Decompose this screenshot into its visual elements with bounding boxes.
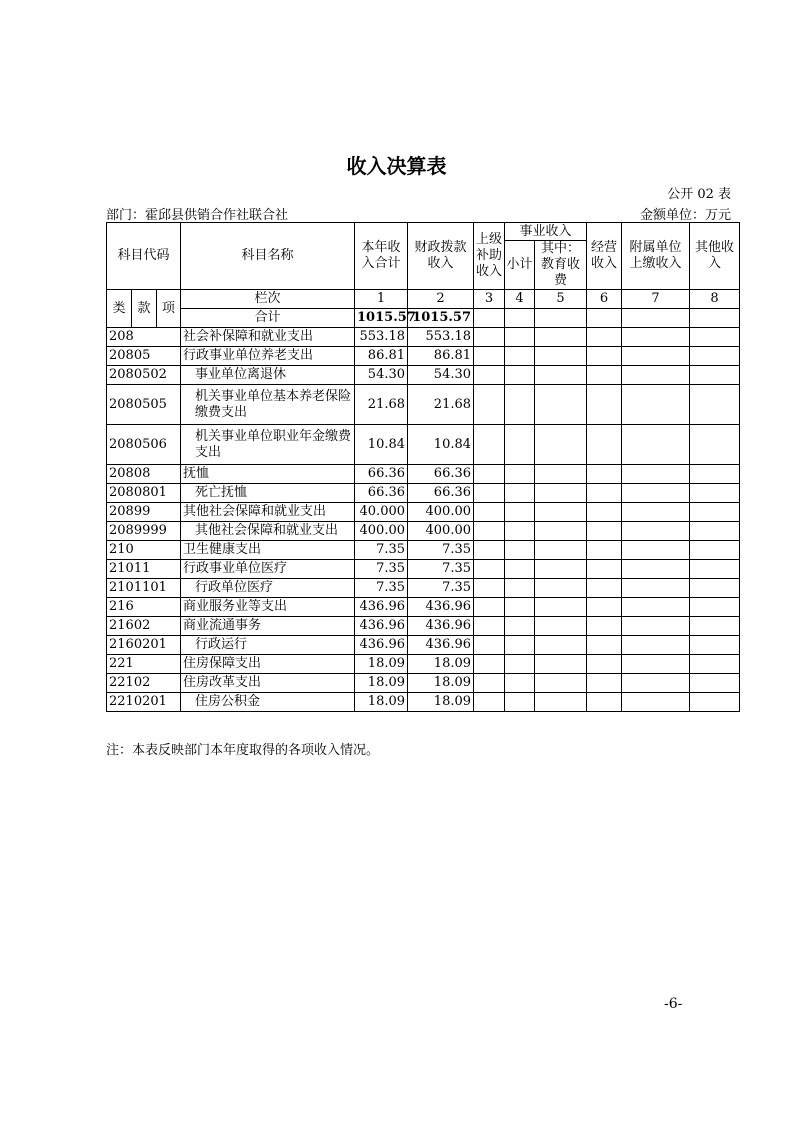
row-empty-cell [474, 541, 505, 560]
table-row [107, 655, 740, 674]
row-code: 20808 [107, 465, 181, 484]
row-empty-cell [505, 465, 535, 484]
row-name: 行政事业单位养老支出 [181, 347, 355, 366]
col-num: 6 [587, 290, 622, 309]
col-num: 5 [535, 290, 587, 309]
header-kuan: 款 [132, 290, 157, 328]
row-empty-cell [535, 655, 587, 674]
row-empty-cell [535, 693, 587, 712]
header-edu-fee: 其中：教育收费 [535, 241, 587, 290]
row-empty-cell [622, 655, 690, 674]
row-empty-cell [505, 503, 535, 522]
row-fiscal: 436.96 [408, 636, 474, 655]
row-name: 住房保障支出 [181, 655, 355, 674]
row-total-income: 54.30 [355, 366, 408, 385]
row-empty-cell [587, 503, 622, 522]
row-empty-cell [587, 328, 622, 347]
row-fiscal: 436.96 [408, 617, 474, 636]
row-empty-cell [622, 560, 690, 579]
header-operating: 经营收入 [587, 223, 622, 290]
table-row [107, 503, 740, 522]
row-empty-cell [535, 503, 587, 522]
row-name: 行政事业单位医疗 [181, 560, 355, 579]
row-empty-cell [690, 579, 740, 598]
row-empty-cell [587, 636, 622, 655]
row-empty-cell [505, 328, 535, 347]
row-empty-cell [505, 425, 535, 465]
row-empty-cell [622, 366, 690, 385]
table-row [107, 328, 740, 347]
row-empty-cell [535, 560, 587, 579]
row-code: 210 [107, 541, 181, 560]
row-empty-cell [690, 328, 740, 347]
header-affiliated: 附属单位上缴收入 [622, 223, 690, 290]
row-total-income: 436.96 [355, 598, 408, 617]
row-empty-cell [587, 425, 622, 465]
row-empty-cell [622, 328, 690, 347]
row-code: 208 [107, 328, 181, 347]
row-empty-cell [505, 674, 535, 693]
table-row [107, 347, 740, 366]
row-total-income: 7.35 [355, 579, 408, 598]
row-empty-cell [622, 385, 690, 425]
row-empty-cell [622, 541, 690, 560]
unit-label: 金额单位：万元 [639, 208, 731, 223]
row-empty-cell [505, 347, 535, 366]
row-total-income: 400.00 [355, 522, 408, 541]
row-empty-cell [587, 465, 622, 484]
row-empty-cell [535, 522, 587, 541]
row-empty-cell [690, 522, 740, 541]
row-empty-cell [535, 425, 587, 465]
row-empty-cell [505, 366, 535, 385]
row-empty-cell [474, 484, 505, 503]
row-empty-cell [474, 465, 505, 484]
row-empty-cell [690, 560, 740, 579]
row-empty-cell [535, 674, 587, 693]
row-empty-cell [474, 674, 505, 693]
row-name: 机关事业单位基本养老保险缴费支出 [181, 385, 355, 425]
row-empty-cell [622, 522, 690, 541]
row-empty-cell [474, 693, 505, 712]
row-empty-cell [587, 484, 622, 503]
header-lei: 类 [107, 290, 132, 328]
row-fiscal: 400.00 [408, 522, 474, 541]
row-name: 行政运行 [181, 636, 355, 655]
row-empty-cell [690, 636, 740, 655]
row-empty-cell [535, 385, 587, 425]
header-xiang: 项 [157, 290, 181, 328]
row-total-income: 436.96 [355, 617, 408, 636]
row-empty-cell [690, 425, 740, 465]
row-fiscal: 7.35 [408, 541, 474, 560]
row-fiscal: 21.68 [408, 385, 474, 425]
row-empty-cell [474, 385, 505, 425]
row-empty-cell [622, 636, 690, 655]
row-empty-cell [587, 522, 622, 541]
table-row [107, 693, 740, 712]
table-row [107, 579, 740, 598]
total-fiscal-value: 1015.57 [408, 309, 474, 328]
row-empty-cell [622, 425, 690, 465]
row-empty-cell [690, 541, 740, 560]
row-empty-cell [474, 560, 505, 579]
row-total-income: 7.35 [355, 560, 408, 579]
row-empty-cell [505, 636, 535, 655]
header-lanci: 栏次 [181, 290, 355, 309]
row-code: 21011 [107, 560, 181, 579]
header-code: 科目代码 [107, 223, 181, 290]
row-name: 商业服务业等支出 [181, 598, 355, 617]
row-empty-cell [474, 636, 505, 655]
row-empty-cell [505, 693, 535, 712]
row-empty-cell [505, 598, 535, 617]
row-name: 事业单位离退休 [181, 366, 355, 385]
row-empty-cell [474, 347, 505, 366]
row-empty-cell [690, 465, 740, 484]
row-fiscal: 66.36 [408, 465, 474, 484]
row-empty-cell [690, 598, 740, 617]
row-empty-cell [474, 425, 505, 465]
row-empty-cell [587, 674, 622, 693]
table-row [107, 385, 740, 425]
row-empty-cell [690, 503, 740, 522]
row-empty-cell [690, 385, 740, 425]
table-row [107, 560, 740, 579]
header-business-income: 事业收入 [505, 223, 587, 241]
table-row [107, 522, 740, 541]
table-note: 注：本表反映部门本年度取得的各项收入情况。 [106, 743, 380, 758]
row-code: 221 [107, 655, 181, 674]
row-empty-cell [690, 366, 740, 385]
row-fiscal: 10.84 [408, 425, 474, 465]
row-total-income: 436.96 [355, 636, 408, 655]
row-total-income: 21.68 [355, 385, 408, 425]
form-number: 公开 02 表 [667, 187, 731, 202]
row-code: 2089999 [107, 522, 181, 541]
row-code: 21602 [107, 617, 181, 636]
header-total-income: 本年收入合计 [355, 223, 408, 290]
row-empty-cell [690, 484, 740, 503]
row-fiscal: 18.09 [408, 655, 474, 674]
col-num: 3 [474, 290, 505, 309]
row-empty-cell [535, 598, 587, 617]
row-empty-cell [622, 484, 690, 503]
row-empty-cell [505, 541, 535, 560]
row-empty-cell [474, 522, 505, 541]
row-total-income: 10.84 [355, 425, 408, 465]
row-empty-cell [587, 541, 622, 560]
row-empty-cell [622, 674, 690, 693]
row-empty-cell [535, 541, 587, 560]
row-empty-cell [587, 347, 622, 366]
row-name: 住房公积金 [181, 693, 355, 712]
row-name: 卫生健康支出 [181, 541, 355, 560]
row-empty-cell [587, 598, 622, 617]
row-empty-cell [587, 385, 622, 425]
total-income-value: 1015.57 [355, 309, 408, 328]
row-empty-cell [622, 465, 690, 484]
row-name: 商业流通事务 [181, 617, 355, 636]
row-empty-cell [622, 347, 690, 366]
row-empty-cell [474, 579, 505, 598]
row-code: 2080801 [107, 484, 181, 503]
row-empty-cell [474, 598, 505, 617]
header-fiscal: 财政拨款收入 [408, 223, 474, 290]
header-other: 其他收入 [690, 223, 740, 290]
table-row [107, 484, 740, 503]
row-total-income: 18.09 [355, 655, 408, 674]
row-name: 行政单位医疗 [181, 579, 355, 598]
row-empty-cell [505, 560, 535, 579]
row-code: 2080506 [107, 425, 181, 465]
header-name: 科目名称 [181, 223, 355, 290]
row-total-income: 86.81 [355, 347, 408, 366]
row-empty-cell [690, 655, 740, 674]
row-empty-cell [505, 385, 535, 425]
row-empty-cell [474, 617, 505, 636]
row-empty-cell [535, 617, 587, 636]
row-empty-cell [474, 366, 505, 385]
row-empty-cell [587, 579, 622, 598]
row-total-income: 553.18 [355, 328, 408, 347]
row-empty-cell [690, 693, 740, 712]
row-fiscal: 54.30 [408, 366, 474, 385]
row-name: 社会补保障和就业支出 [181, 328, 355, 347]
row-code: 22102 [107, 674, 181, 693]
row-empty-cell [622, 598, 690, 617]
row-empty-cell [505, 484, 535, 503]
row-empty-cell [505, 617, 535, 636]
row-empty-cell [622, 503, 690, 522]
row-empty-cell [474, 655, 505, 674]
row-fiscal: 18.09 [408, 674, 474, 693]
row-empty-cell [690, 617, 740, 636]
col-num: 7 [622, 290, 690, 309]
row-fiscal: 7.35 [408, 579, 474, 598]
table-row [107, 366, 740, 385]
table-row [107, 425, 740, 465]
table-row [107, 617, 740, 636]
row-name: 机关事业单位职业年金缴费支出 [181, 425, 355, 465]
row-empty-cell [690, 674, 740, 693]
row-empty-cell [535, 579, 587, 598]
header-subtotal: 小计 [505, 241, 535, 290]
row-code: 216 [107, 598, 181, 617]
row-empty-cell [474, 503, 505, 522]
col-num: 1 [355, 290, 408, 309]
row-fiscal: 7.35 [408, 560, 474, 579]
table-row [107, 541, 740, 560]
row-empty-cell [535, 484, 587, 503]
table-row [107, 674, 740, 693]
row-empty-cell [690, 347, 740, 366]
row-fiscal: 86.81 [408, 347, 474, 366]
row-empty-cell [587, 693, 622, 712]
row-name: 其他社会保障和就业支出 [181, 503, 355, 522]
row-empty-cell [622, 617, 690, 636]
row-code: 20805 [107, 347, 181, 366]
row-empty-cell [587, 366, 622, 385]
col-num: 4 [505, 290, 535, 309]
row-empty-cell [505, 522, 535, 541]
row-total-income: 40.000 [355, 503, 408, 522]
row-code: 2160201 [107, 636, 181, 655]
row-empty-cell [587, 560, 622, 579]
row-name: 抚恤 [181, 465, 355, 484]
row-total-income: 66.36 [355, 484, 408, 503]
row-empty-cell [587, 655, 622, 674]
row-empty-cell [587, 617, 622, 636]
row-fiscal: 436.96 [408, 598, 474, 617]
table-row [107, 598, 740, 617]
row-total-income: 7.35 [355, 541, 408, 560]
row-empty-cell [505, 655, 535, 674]
page-title: 收入决算表 [346, 154, 447, 178]
row-code: 2101101 [107, 579, 181, 598]
row-fiscal: 66.36 [408, 484, 474, 503]
department-label: 部门：霍邱县供销合作社联合社 [106, 208, 289, 223]
table-row [107, 636, 740, 655]
table-row [107, 465, 740, 484]
row-empty-cell [622, 693, 690, 712]
row-fiscal: 18.09 [408, 693, 474, 712]
row-total-income: 18.09 [355, 693, 408, 712]
row-fiscal: 400.00 [408, 503, 474, 522]
row-empty-cell [535, 347, 587, 366]
row-code: 20899 [107, 503, 181, 522]
row-empty-cell [535, 636, 587, 655]
row-code: 2080505 [107, 385, 181, 425]
row-total-income: 18.09 [355, 674, 408, 693]
row-empty-cell [535, 328, 587, 347]
row-code: 2080502 [107, 366, 181, 385]
row-empty-cell [505, 579, 535, 598]
row-name: 死亡抚恤 [181, 484, 355, 503]
row-empty-cell [535, 366, 587, 385]
row-name: 其他社会保障和就业支出 [181, 522, 355, 541]
row-code: 2210201 [107, 693, 181, 712]
col-num: 2 [408, 290, 474, 309]
row-empty-cell [622, 579, 690, 598]
income-table [106, 222, 740, 712]
row-empty-cell [474, 328, 505, 347]
col-num: 8 [690, 290, 740, 309]
row-fiscal: 553.18 [408, 328, 474, 347]
row-empty-cell [535, 465, 587, 484]
row-name: 住房改革支出 [181, 674, 355, 693]
header-superior-subsidy: 上级补助收入 [474, 223, 505, 290]
row-total-income: 66.36 [355, 465, 408, 484]
page-number: -6- [664, 996, 683, 1012]
total-label: 合计 [181, 309, 355, 328]
